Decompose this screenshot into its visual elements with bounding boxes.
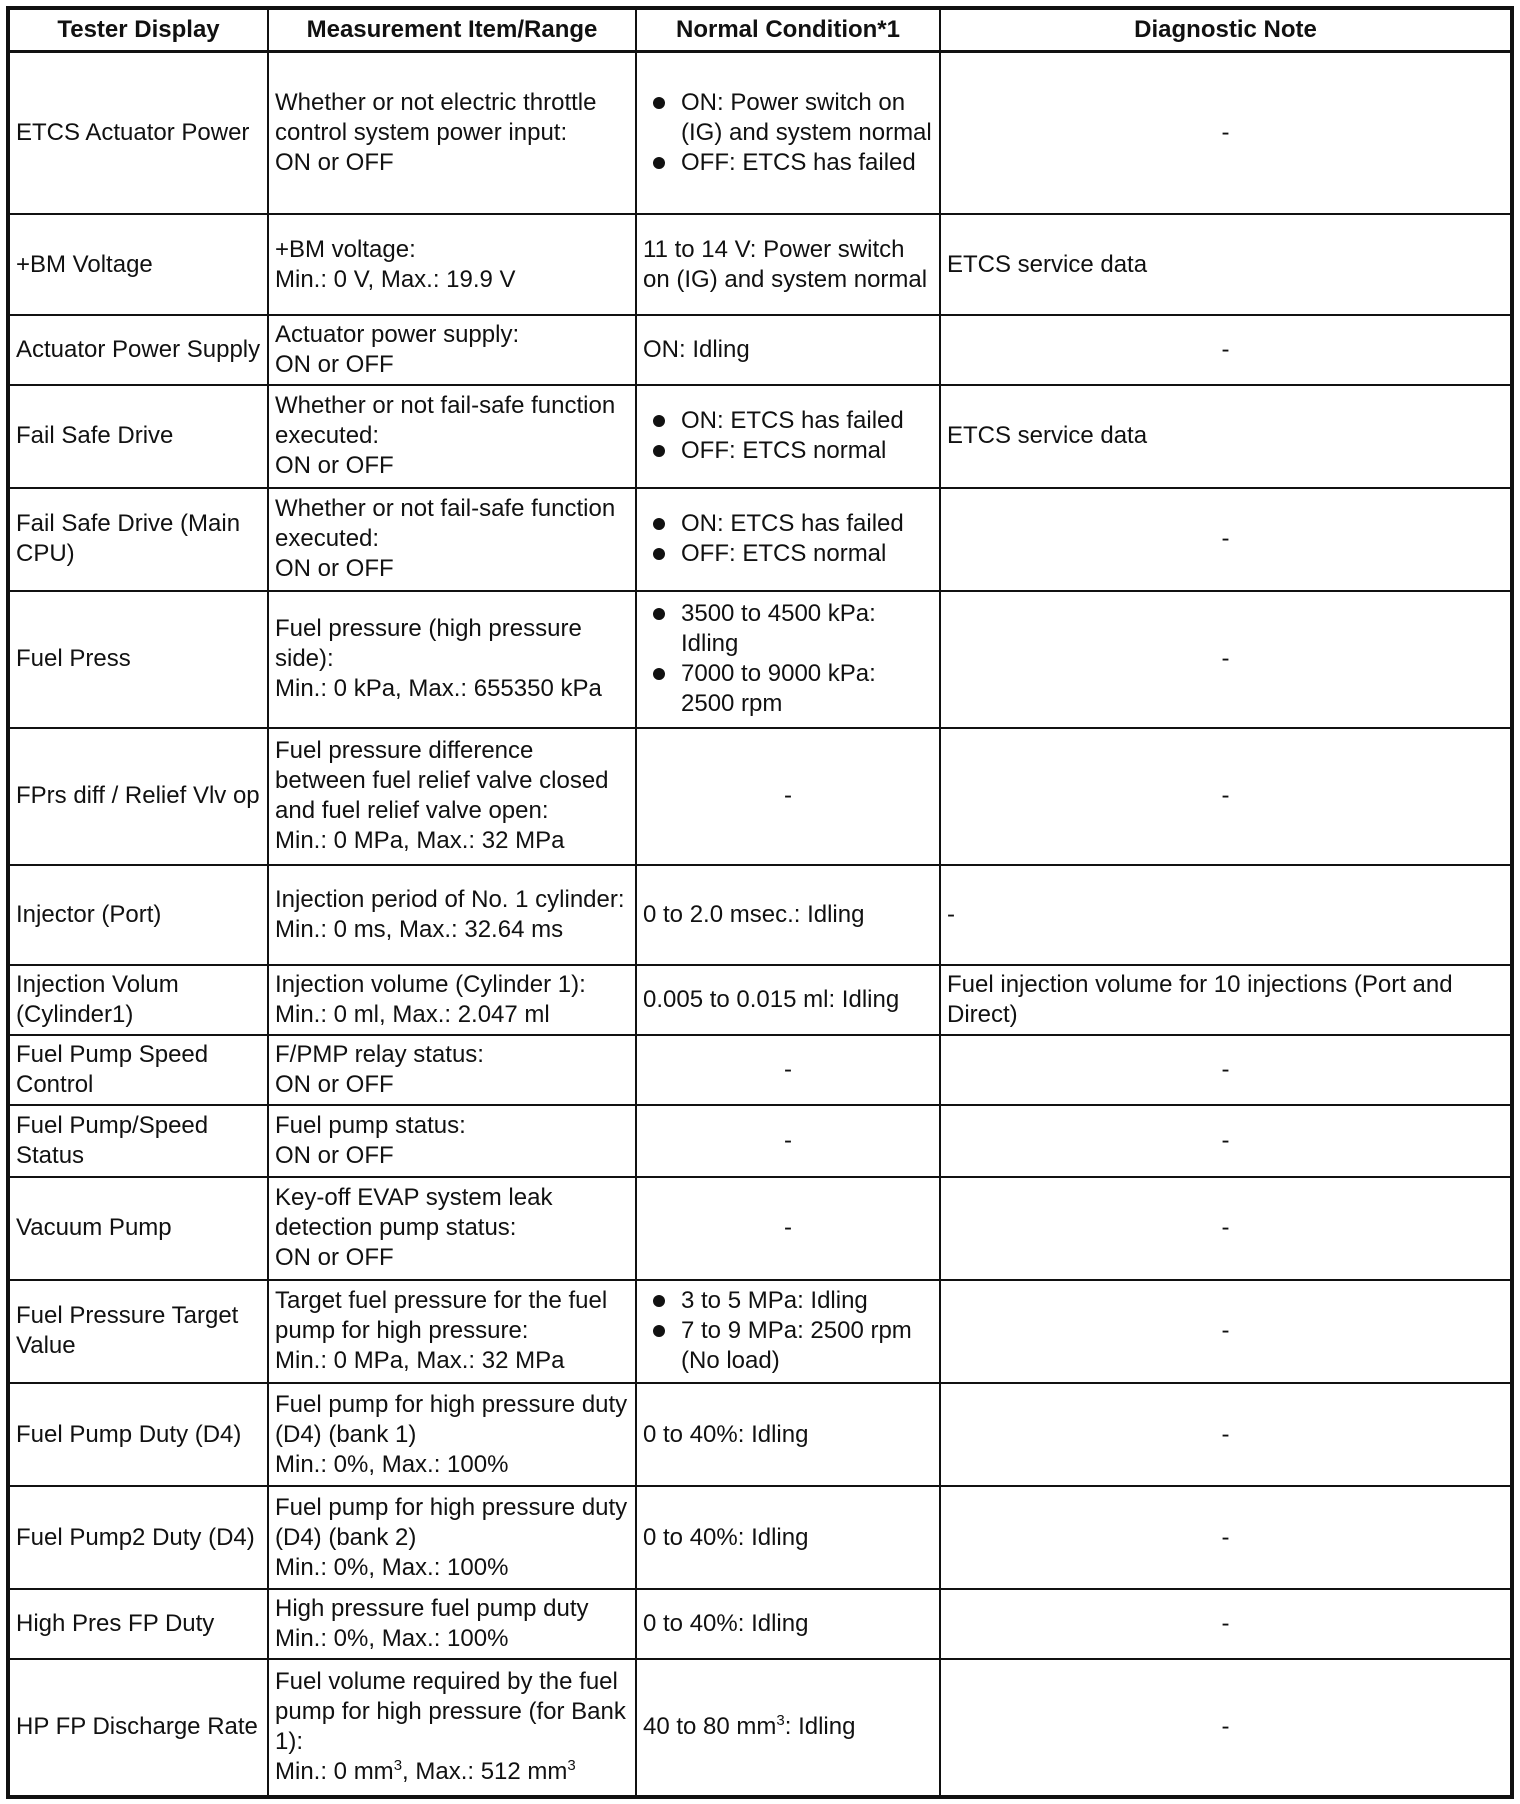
- tester-display-cell: Fail Safe Drive: [8, 385, 268, 488]
- range-line: Min.: 0%, Max.: 100%: [275, 1450, 509, 1478]
- range-line: Min.: 0 MPa, Max.: 32 MPa: [275, 827, 565, 855]
- table-row: [8, 214, 1512, 315]
- tester-display-cell: Fuel Pump Speed Control: [8, 1035, 268, 1105]
- normal-condition-cell: 11 to 14 V: Power switch on (IG) and system normal: [636, 214, 940, 315]
- range-line: Fuel pump for high pressure duty (D4) (bank 2): [275, 1493, 628, 1551]
- diagnostic-note-cell: -: [940, 488, 1512, 591]
- range-line: ON or OFF: [275, 452, 394, 480]
- table-row: [8, 52, 1512, 215]
- table-row: [8, 1177, 1512, 1280]
- measurement-range-cell: [268, 488, 636, 591]
- range-line: Min.: 0 V, Max.: 19.9 V: [275, 265, 516, 293]
- measurement-range-cell: [268, 214, 636, 315]
- measurement-range-cell: [268, 865, 636, 965]
- hp-fp-condition-cell: [636, 1659, 940, 1797]
- tester-display-cell: Fuel Pump2 Duty (D4): [8, 1486, 268, 1589]
- range-line: Fuel pressure difference between fuel relief valve closed and fuel relief valve open:: [275, 737, 609, 825]
- measurement-range-cell: [268, 728, 636, 865]
- condition-bullet: 7000 to 9000 kPa: 2500 rpm: [643, 659, 933, 719]
- diagnostic-data-table: [6, 6, 1514, 1799]
- range-line: ON or OFF: [275, 555, 394, 583]
- tester-display-cell: High Pres FP Duty: [8, 1589, 268, 1659]
- condition-bullet-list: [643, 1286, 933, 1376]
- normal-condition-cell: 0.005 to 0.015 ml: Idling: [636, 965, 940, 1036]
- diagnostic-note-cell: -: [940, 1486, 1512, 1589]
- hp-fp-range-cell: [268, 1659, 636, 1797]
- normal-condition-cell: -: [636, 1035, 940, 1105]
- range-line: Whether or not electric throttle control system power input:: [275, 89, 597, 147]
- measurement-range-cell: [268, 1383, 636, 1486]
- table-row: [8, 1280, 1512, 1383]
- range-line: F/PMP relay status:: [275, 1041, 484, 1069]
- header-tester-display: Tester Display: [8, 8, 268, 52]
- table-row: [8, 315, 1512, 385]
- range-line: Fuel volume required by the fuel pump for high pressure (for Bank 1):: [275, 1668, 626, 1756]
- range-line: Min.: 0 kPa, Max.: 655350 kPa: [275, 675, 602, 703]
- condition-bullet-list: [643, 509, 933, 569]
- range-line: Injection volume (Cylinder 1):: [275, 970, 586, 998]
- range-line: Key-off EVAP system leak detection pump status:: [275, 1184, 553, 1242]
- superscript: 3: [393, 1757, 403, 1775]
- hp-fp-display-cell: HP FP Discharge Rate: [8, 1659, 268, 1797]
- normal-condition-cell: [636, 488, 940, 591]
- range-line: Fuel pump status:: [275, 1111, 466, 1139]
- range-min: Min.: 0 mm: [275, 1758, 394, 1786]
- table-row: [8, 385, 1512, 488]
- measurement-range-cell: [268, 1589, 636, 1659]
- diagnostic-note-cell: -: [940, 1035, 1512, 1105]
- diagnostic-note-cell: -: [940, 865, 1512, 965]
- range-line: Whether or not fail-safe function executed:: [275, 495, 616, 553]
- range-line: Min.: 0 MPa, Max.: 32 MPa: [275, 1347, 565, 1375]
- measurement-range-cell: [268, 1280, 636, 1383]
- table-row: [8, 1486, 1512, 1589]
- range-line: Min.: 0 ms, Max.: 32.64 ms: [275, 915, 564, 943]
- condition-suffix: : Idling: [784, 1713, 856, 1741]
- condition-bullet-list: [643, 599, 933, 719]
- range-line: Injection period of No. 1 cylinder:: [275, 885, 625, 913]
- condition-bullet: 7 to 9 MPa: 2500 rpm (No load): [643, 1316, 933, 1376]
- range-line: ON or OFF: [275, 1071, 394, 1099]
- tester-display-cell: Fuel Pressure Target Value: [8, 1280, 268, 1383]
- range-line: ON or OFF: [275, 350, 394, 378]
- diagnostic-note-cell: Fuel injection volume for 10 injections (Port and Direct): [940, 965, 1512, 1036]
- normal-condition-cell: 0 to 2.0 msec.: Idling: [636, 865, 940, 965]
- normal-condition-cell: ON: Idling: [636, 315, 940, 385]
- tester-display-cell: Fuel Pump/Speed Status: [8, 1105, 268, 1177]
- superscript: 3: [567, 1757, 576, 1775]
- superscript: 3: [776, 1712, 785, 1730]
- condition-bullet-list: [643, 88, 933, 178]
- normal-condition-cell: -: [636, 1177, 940, 1280]
- condition-bullet: ON: ETCS has failed: [643, 509, 933, 539]
- diagnostic-note-cell: ETCS service data: [940, 214, 1512, 315]
- tester-display-cell: Fuel Press: [8, 591, 268, 728]
- measurement-range-cell: [268, 1105, 636, 1177]
- range-line: Target fuel pressure for the fuel pump for high pressure:: [275, 1287, 608, 1345]
- tester-display-cell: +BM Voltage: [8, 214, 268, 315]
- range-line: Min.: 0 ml, Max.: 2.047 ml: [275, 1000, 550, 1028]
- diagnostic-note-cell: -: [940, 1280, 1512, 1383]
- normal-condition-cell: [636, 385, 940, 488]
- range-line: ON or OFF: [275, 1141, 394, 1169]
- range-line: Min.: 0%, Max.: 100%: [275, 1553, 509, 1581]
- condition-bullet: ON: Power switch on (IG) and system normal: [643, 88, 933, 148]
- table-row: [8, 1589, 1512, 1659]
- diagnostic-note-cell: -: [940, 591, 1512, 728]
- tester-display-cell: Fuel Pump Duty (D4): [8, 1383, 268, 1486]
- condition-bullet: OFF: ETCS normal: [643, 436, 933, 466]
- table-body: [8, 52, 1512, 1798]
- tester-display-cell: ETCS Actuator Power: [8, 52, 268, 215]
- diagnostic-note-cell: -: [940, 728, 1512, 865]
- measurement-range-cell: [268, 591, 636, 728]
- table-row: [8, 488, 1512, 591]
- normal-condition-cell: -: [636, 728, 940, 865]
- table-row: [8, 591, 1512, 728]
- range-line: Actuator power supply:: [275, 320, 520, 348]
- normal-condition-cell: 0 to 40%: Idling: [636, 1383, 940, 1486]
- diagnostic-note-cell: -: [940, 1589, 1512, 1659]
- header-row: [8, 8, 1512, 52]
- header-normal-condition: Normal Condition*1: [636, 8, 940, 52]
- diagnostic-note-cell: -: [940, 315, 1512, 385]
- tester-display-cell: Vacuum Pump: [8, 1177, 268, 1280]
- table-row: [8, 965, 1512, 1036]
- table-row: [8, 1035, 1512, 1105]
- header-measurement-item-range: Measurement Item/Range: [268, 8, 636, 52]
- condition-bullet: OFF: ETCS has failed: [643, 148, 933, 178]
- normal-condition-cell: 0 to 40%: Idling: [636, 1486, 940, 1589]
- range-line: ON or OFF: [275, 1244, 394, 1272]
- range-line: Min.: 0%, Max.: 100%: [275, 1625, 509, 1653]
- diagnostic-note-cell: -: [940, 52, 1512, 215]
- measurement-range-cell: [268, 1177, 636, 1280]
- table-row: [8, 865, 1512, 965]
- measurement-range-cell: [268, 385, 636, 488]
- tester-display-cell: FPrs diff / Relief Vlv op: [8, 728, 268, 865]
- condition-bullet: ON: ETCS has failed: [643, 406, 933, 436]
- diagnostic-note-cell: -: [940, 1383, 1512, 1486]
- tester-display-cell: Actuator Power Supply: [8, 315, 268, 385]
- range-line: Whether or not fail-safe function executed:: [275, 392, 616, 450]
- measurement-range-cell: [268, 315, 636, 385]
- normal-condition-cell: 0 to 40%: Idling: [636, 1589, 940, 1659]
- condition-bullet: 3500 to 4500 kPa: Idling: [643, 599, 933, 659]
- table-row: [8, 1105, 1512, 1177]
- range-line: High pressure fuel pump duty: [275, 1595, 589, 1623]
- measurement-range-cell: [268, 965, 636, 1036]
- table-row: [8, 728, 1512, 865]
- diagnostic-note-cell: -: [940, 1105, 1512, 1177]
- normal-condition-cell: -: [636, 1105, 940, 1177]
- normal-condition-cell: [636, 52, 940, 215]
- condition-bullet-list: [643, 406, 933, 466]
- range-line: ON or OFF: [275, 149, 394, 177]
- condition-prefix: 40 to 80 mm: [643, 1713, 777, 1741]
- normal-condition-cell: [636, 1280, 940, 1383]
- hp-fp-note-cell: -: [940, 1659, 1512, 1797]
- range-line: Fuel pump for high pressure duty (D4) (bank 1): [275, 1390, 628, 1448]
- diagnostic-note-cell: -: [940, 1177, 1512, 1280]
- tester-display-cell: Fail Safe Drive (Main CPU): [8, 488, 268, 591]
- condition-bullet: 3 to 5 MPa: Idling: [643, 1286, 933, 1316]
- range-line: Fuel pressure (high pressure side):: [275, 615, 582, 673]
- table-row: [8, 1383, 1512, 1486]
- range-line: +BM voltage:: [275, 235, 416, 263]
- measurement-range-cell: [268, 52, 636, 215]
- header-diagnostic-note: Diagnostic Note: [940, 8, 1512, 52]
- measurement-range-cell: [268, 1486, 636, 1589]
- table-row: [8, 1659, 1512, 1797]
- diagnostic-note-cell: ETCS service data: [940, 385, 1512, 488]
- tester-display-cell: Injection Volum (Cylinder1): [8, 965, 268, 1036]
- tester-display-cell: Injector (Port): [8, 865, 268, 965]
- measurement-range-cell: [268, 1035, 636, 1105]
- range-max: , Max.: 512 mm: [402, 1758, 568, 1786]
- normal-condition-cell: [636, 591, 940, 728]
- condition-bullet: OFF: ETCS normal: [643, 539, 933, 569]
